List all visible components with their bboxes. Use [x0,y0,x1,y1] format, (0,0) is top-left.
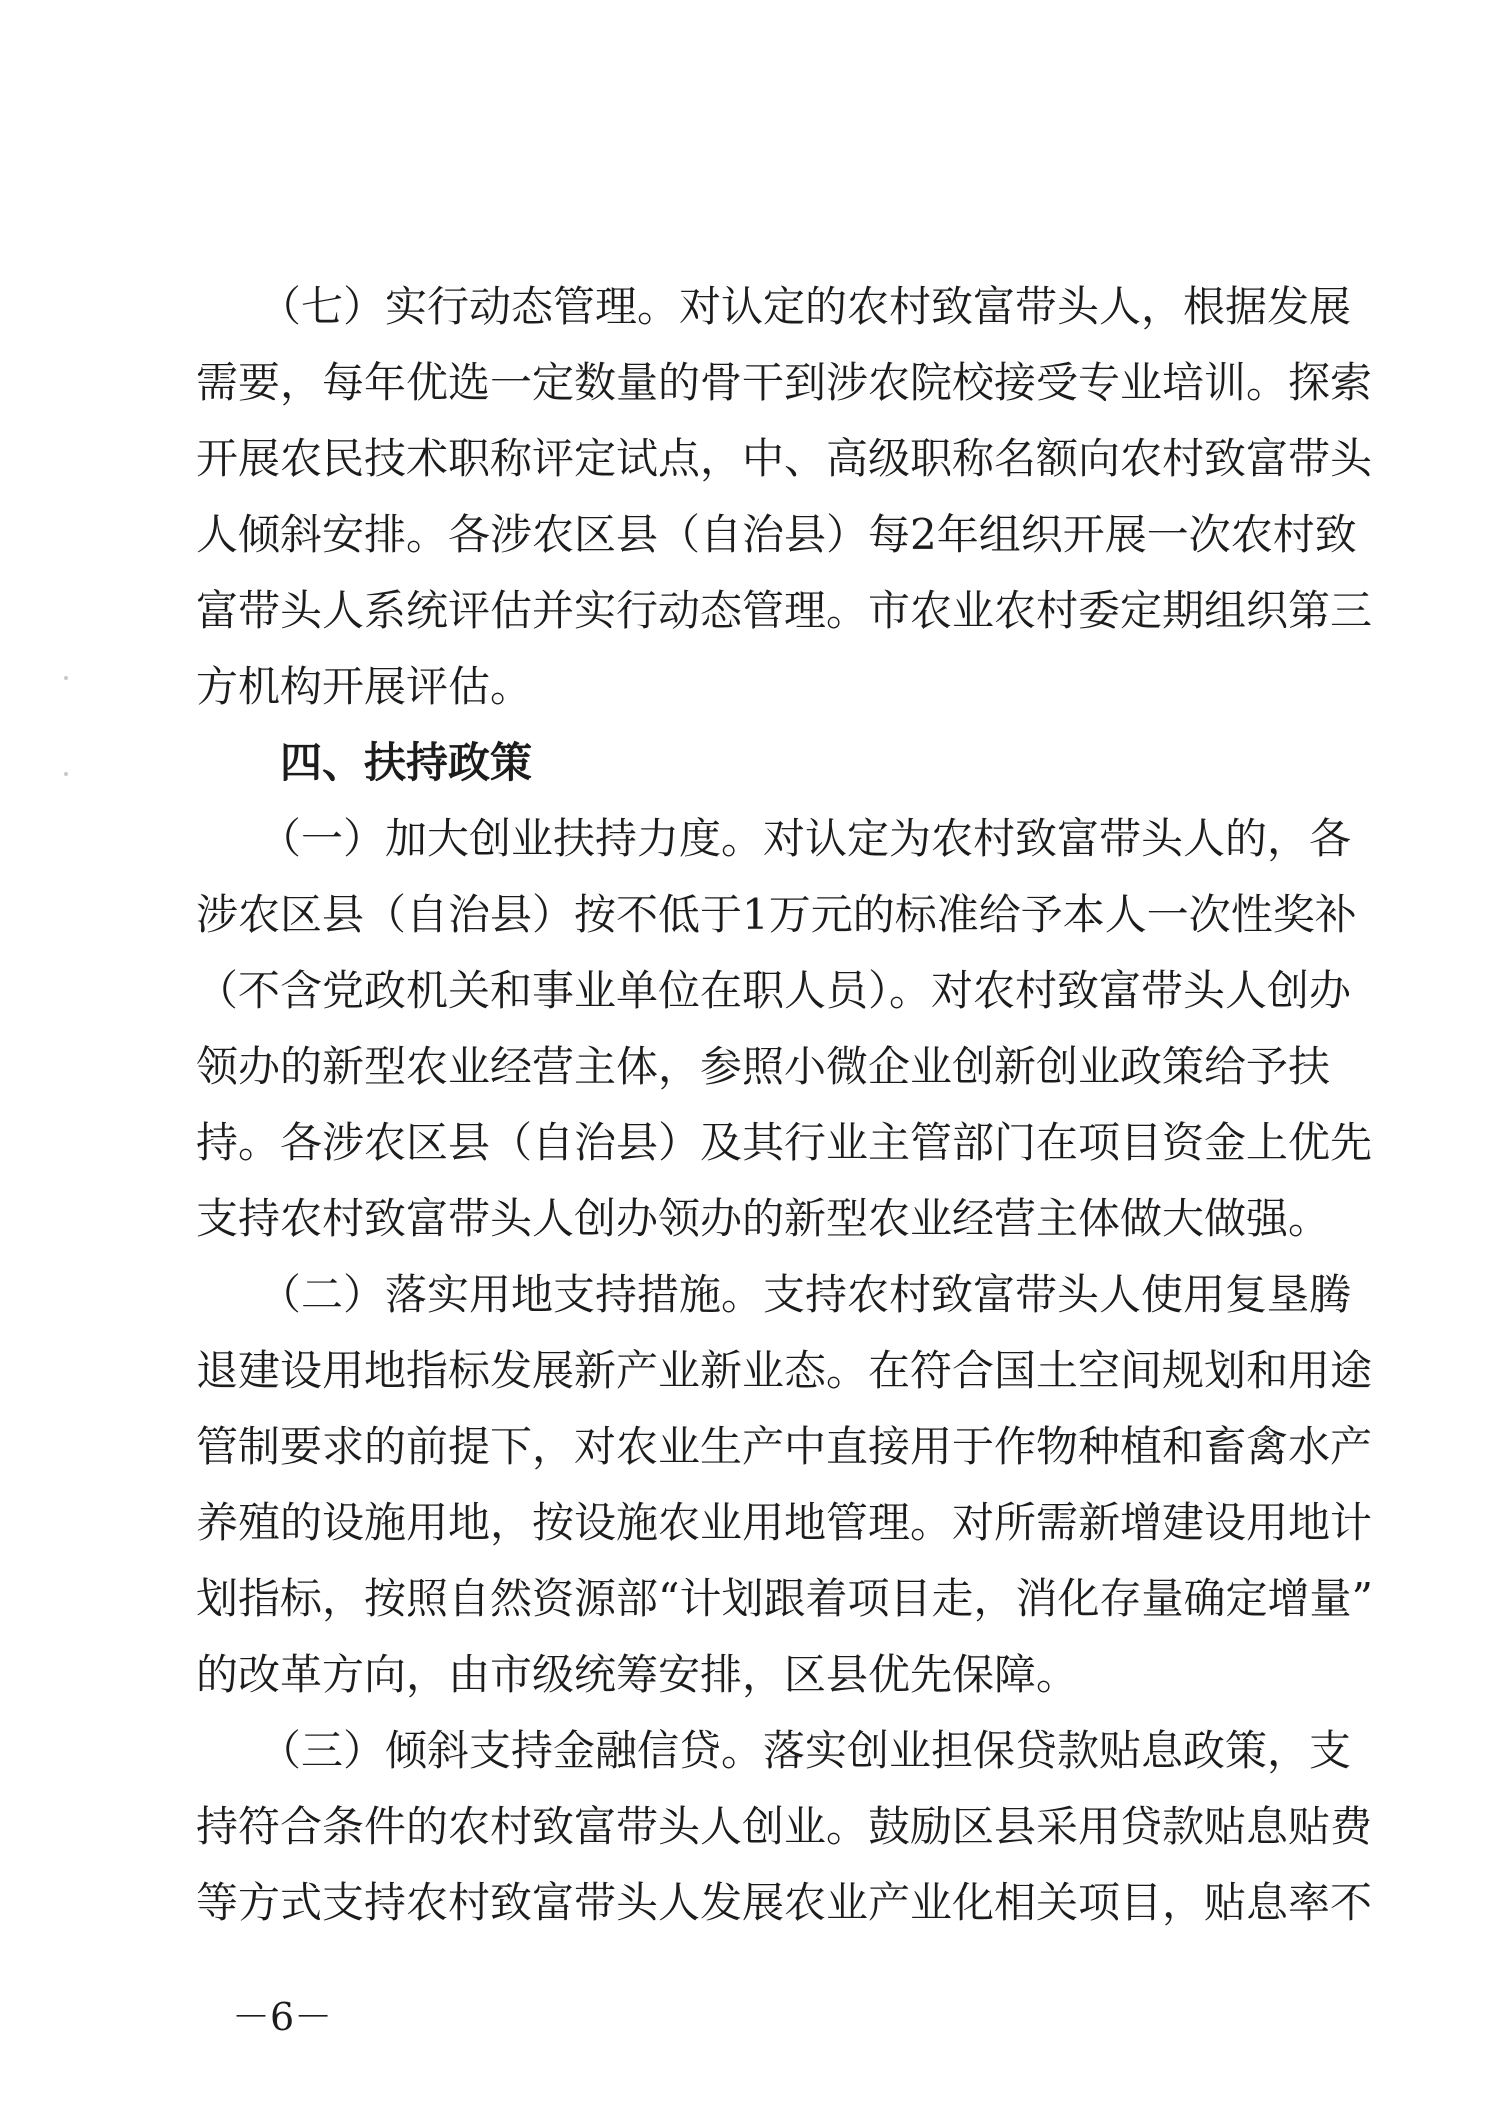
text-line: （一）加大创业扶持力度。对认定为农村致富带头人的，各 [196,814,1352,863]
text-line: （不含党政机关和事业单位在职人员）。对农村致富带头人创办 [196,966,1352,1015]
text-line: 开展农民技术职称评定试点，中、高级职称名额向农村致富带头 [196,434,1373,483]
text-line: （三）倾斜支持金融信贷。落实创业担保贷款贴息政策，支 [196,1726,1352,1775]
text-line: 划指标，按照自然资源部“计划跟着项目走，消化存量确定增量” [196,1574,1373,1623]
text-line: 领办的新型农业经营主体，参照小微企业创新创业政策给予扶 [196,1042,1331,1091]
text-line: 养殖的设施用地，按设施农业用地管理。对所需新增建设用地计 [196,1498,1373,1547]
text-line: 持符合条件的农村致富带头人创业。鼓励区县采用贷款贴息贴费 [196,1802,1373,1851]
scan-speck [64,772,68,776]
text-line: 持。各涉农区县（自治县）及其行业主管部门在项目资金上优先 [196,1118,1373,1167]
text-line: 富带头人系统评估并实行动态管理。市农业农村委定期组织第三 [196,586,1373,635]
page-number: －6－ [232,1995,333,2039]
text-line: 人倾斜安排。各涉农区县（自治县）每2年组织开展一次农村致 [196,510,1357,559]
text-line: 的改革方向，由市级统筹安排，区县优先保障。 [196,1650,1079,1699]
text-line: 支持农村致富带头人创办领办的新型农业经营主体做大做强。 [196,1194,1331,1243]
text-line: 退建设用地指标发展新产业新业态。在符合国土空间规划和用途 [196,1346,1373,1395]
text-line: 等方式支持农村致富带头人发展农业产业化相关项目，贴息率不 [196,1878,1373,1927]
text-line: 方机构开展评估。 [196,662,533,711]
text-line: 需要，每年优选一定数量的骨干到涉农院校接受专业培训。探索 [196,358,1373,407]
section-heading: 四、扶持政策 [196,738,533,787]
text-line: （七）实行动态管理。对认定的农村致富带头人，根据发展 [196,282,1352,331]
text-line: 管制要求的前提下，对农业生产中直接用于作物种植和畜禽水产 [196,1422,1373,1471]
scan-speck [64,676,68,680]
text-line: （二）落实用地支持措施。支持农村致富带头人使用复垦腾 [196,1270,1352,1319]
text-line: 涉农区县（自治县）按不低于1万元的标准给予本人一次性奖补 [196,890,1357,939]
